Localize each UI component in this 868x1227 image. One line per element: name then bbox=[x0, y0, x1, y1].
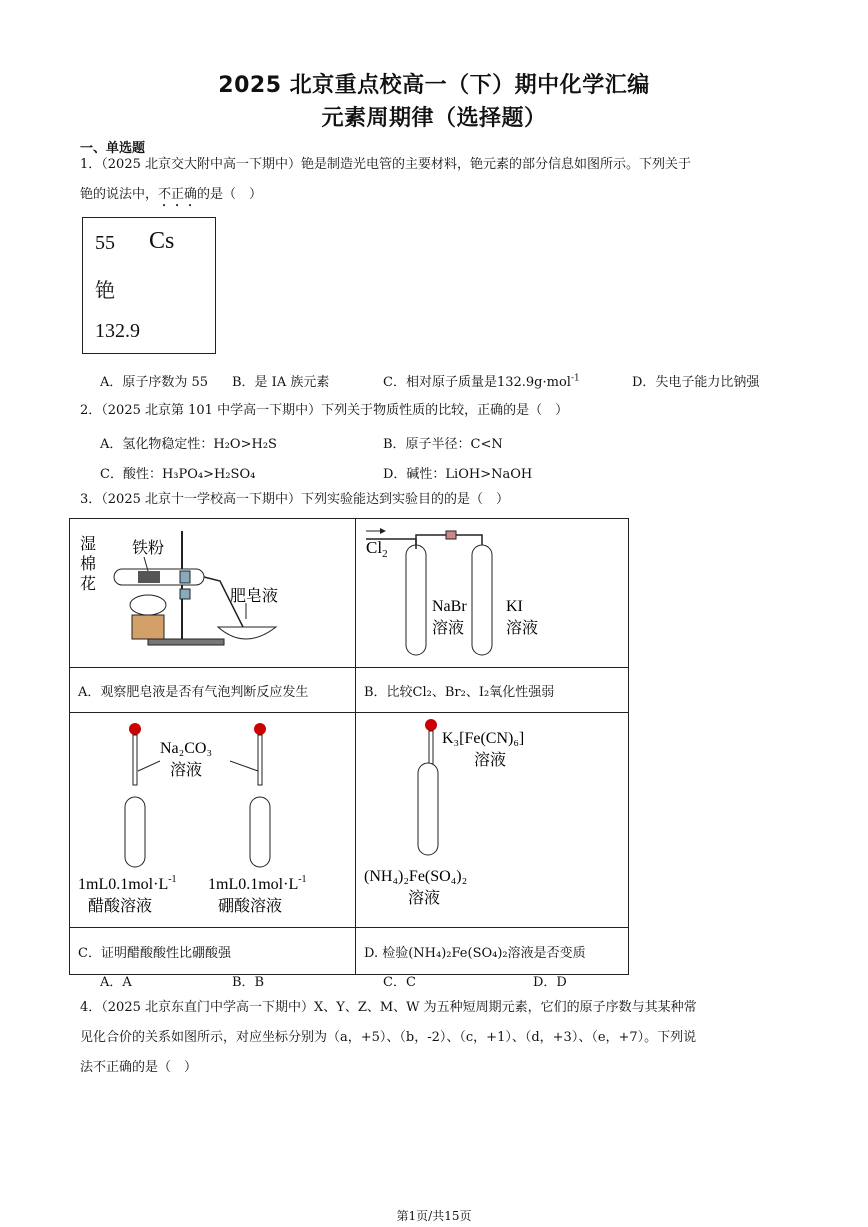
dropper-bulb-d bbox=[425, 719, 437, 731]
q1-stem-line2 bbox=[80, 180, 795, 210]
q1-stem-line1: 1．（2025 北京交大附中高一下期中）铯是制造光电管的主要材料，铯元素的部分信息如图所示。下列关于 bbox=[80, 157, 691, 172]
dropper-left bbox=[133, 735, 137, 785]
element-mass: 132.9 bbox=[95, 320, 140, 342]
figure-b-cell bbox=[356, 519, 629, 668]
element-card bbox=[82, 217, 216, 354]
figure-b-label-nabr: NaBr bbox=[432, 598, 467, 615]
page-title-line1: 2025 北京重点校高一（下）期中化学汇编 bbox=[218, 73, 650, 98]
rubber-joint bbox=[446, 531, 456, 539]
figure-b-label-cl2: $Cl_2$ bbox=[366, 538, 388, 560]
test-tube-ki bbox=[472, 545, 492, 655]
q2-option-d[interactable]: D．碱性：LiOH>NaOH bbox=[383, 467, 533, 482]
figure-a-label-flower: 花 bbox=[80, 574, 97, 593]
q2-stem: 2．（2025 北京第 101 中学高一下期中）下列关于物质性质的比较，正确的是（ ） bbox=[80, 403, 569, 418]
caption-b: B．比较Cl₂、Br₂、I₂氧化性强弱 bbox=[356, 668, 629, 713]
clamp-upper bbox=[180, 571, 190, 583]
q1-option-c[interactable] bbox=[383, 371, 580, 390]
figure-c-reagent-solution: 溶液 bbox=[170, 760, 203, 779]
test-tube-d bbox=[418, 763, 438, 855]
dropper-right bbox=[258, 735, 262, 785]
q1-option-c-text: C．相对原子质量是132.9g·mol bbox=[383, 375, 571, 390]
figure-b-arrow-head bbox=[380, 528, 386, 534]
figure-a-cell bbox=[70, 519, 356, 668]
figure-c-apparatus bbox=[70, 713, 355, 923]
iron-powder bbox=[138, 571, 160, 583]
q2-option-b[interactable]: B．原子半径：C<N bbox=[383, 437, 503, 452]
evaporating-dish bbox=[218, 627, 276, 639]
figure-a-label-cotton: 棉 bbox=[80, 554, 97, 573]
figure-a-label-wet: 湿 bbox=[80, 534, 97, 553]
q3-option-a[interactable]: A．A bbox=[100, 975, 132, 990]
dropper-bulb-right bbox=[254, 723, 266, 735]
q2-option-a[interactable]: A．氢化物稳定性：H₂O>H₂S bbox=[100, 437, 277, 452]
figure-c-right-name: 硼酸溶液 bbox=[218, 896, 283, 915]
figure-b-label-sol2: 溶液 bbox=[506, 618, 539, 637]
figure-d-cell bbox=[356, 713, 629, 928]
element-number: 55 bbox=[95, 232, 115, 254]
q3-experiment-table bbox=[69, 518, 629, 975]
page-footer: 第1页/共15页 bbox=[396, 1209, 472, 1223]
burner-flame bbox=[130, 595, 166, 615]
test-tube-right bbox=[250, 797, 270, 867]
q1-stem-post: 的是（ ） bbox=[197, 187, 263, 202]
q1-option-a[interactable]: A．原子序数为 55 bbox=[100, 375, 209, 390]
q3-option-c[interactable]: C．C bbox=[383, 975, 416, 990]
section-heading: 一、单选题 bbox=[80, 141, 146, 156]
figure-c-cell bbox=[70, 713, 356, 928]
figure-b-label-ki: KI bbox=[506, 598, 523, 615]
caption-c: C．证明醋酸酸性比硼酸强 bbox=[70, 928, 356, 975]
q3-option-d[interactable]: D．D bbox=[533, 975, 567, 990]
figure-c-left-conc: $1mL0.1mol\cdot L^{-1}$ bbox=[78, 874, 177, 893]
q3-stem: 3．（2025 北京十一学校高一下期中）下列实验能达到实验目的的是（ ） bbox=[80, 492, 509, 507]
q1-option-d[interactable]: D．失电子能力比钠强 bbox=[632, 375, 760, 390]
stand-base bbox=[148, 639, 224, 645]
figure-a-apparatus bbox=[70, 519, 355, 663]
q4-stem-line1: 4．（2025 北京东直门中学高一下期中）X、Y、Z、M、W 为五种短周期元素，它们的原子序数与其某种常 bbox=[80, 1000, 697, 1015]
q4-stem-line3: 法不正确的是（ ） bbox=[80, 1060, 198, 1075]
test-tube-left bbox=[125, 797, 145, 867]
test-tube-nabr bbox=[406, 545, 426, 655]
q1-option-b[interactable]: B．是 IA 族元素 bbox=[232, 375, 330, 390]
figure-d-sample-solution: 溶液 bbox=[408, 888, 441, 907]
figure-d-reagent-solution: 溶液 bbox=[474, 750, 507, 769]
figure-b-label-sol1: 溶液 bbox=[432, 618, 465, 637]
q1-option-c-sup: -1 bbox=[570, 373, 580, 384]
figure-d-apparatus bbox=[356, 713, 628, 923]
page-title-line2: 元素周期律（选择题） bbox=[321, 106, 547, 131]
figure-c-reagent: Na₂CO₃ bbox=[160, 740, 213, 757]
figure-c-left-name: 醋酸溶液 bbox=[88, 896, 153, 915]
q2-option-c[interactable]: C．酸性：H₃PO₄>H₂SO₄ bbox=[100, 467, 256, 482]
dropper-bulb-left bbox=[129, 723, 141, 735]
figure-c-right-conc: $1mL0.1mol\cdot L^{-1}$ bbox=[208, 874, 307, 893]
caption-d: D. 检验(NH₄)₂Fe(SO₄)₂溶液是否变质 bbox=[356, 928, 629, 975]
clamp-lower bbox=[180, 589, 190, 599]
pointer-right bbox=[230, 761, 258, 771]
q1-stem-emphasis: 不正确 bbox=[158, 187, 198, 202]
caption-a: A．观察肥皂液是否有气泡判断反应发生 bbox=[70, 668, 356, 713]
figure-a-label-soap: 肥皂液 bbox=[230, 586, 279, 605]
figure-d-reagent: K₃[Fe(CN)₆] bbox=[442, 730, 525, 747]
burner-body bbox=[132, 615, 164, 639]
pointer-left bbox=[138, 761, 160, 771]
q1-stem-pre: 铯的说法中， bbox=[80, 187, 159, 202]
figure-a-label-iron: 铁粉 bbox=[132, 538, 165, 557]
element-symbol: Cs bbox=[149, 228, 175, 254]
figure-b-apparatus bbox=[356, 519, 628, 663]
element-name: 铯 bbox=[95, 280, 115, 302]
figure-d-sample: (NH₄)₂Fe(SO₄)₂ bbox=[364, 868, 468, 885]
q3-option-b[interactable]: B．B bbox=[232, 975, 265, 990]
q4-stem-line2: 见化合价的关系如图所示，对应坐标分别为（a，+5）、（b，-2）、（c，+1）、（d，+3）、（e，+7）。下列说 bbox=[80, 1030, 697, 1045]
